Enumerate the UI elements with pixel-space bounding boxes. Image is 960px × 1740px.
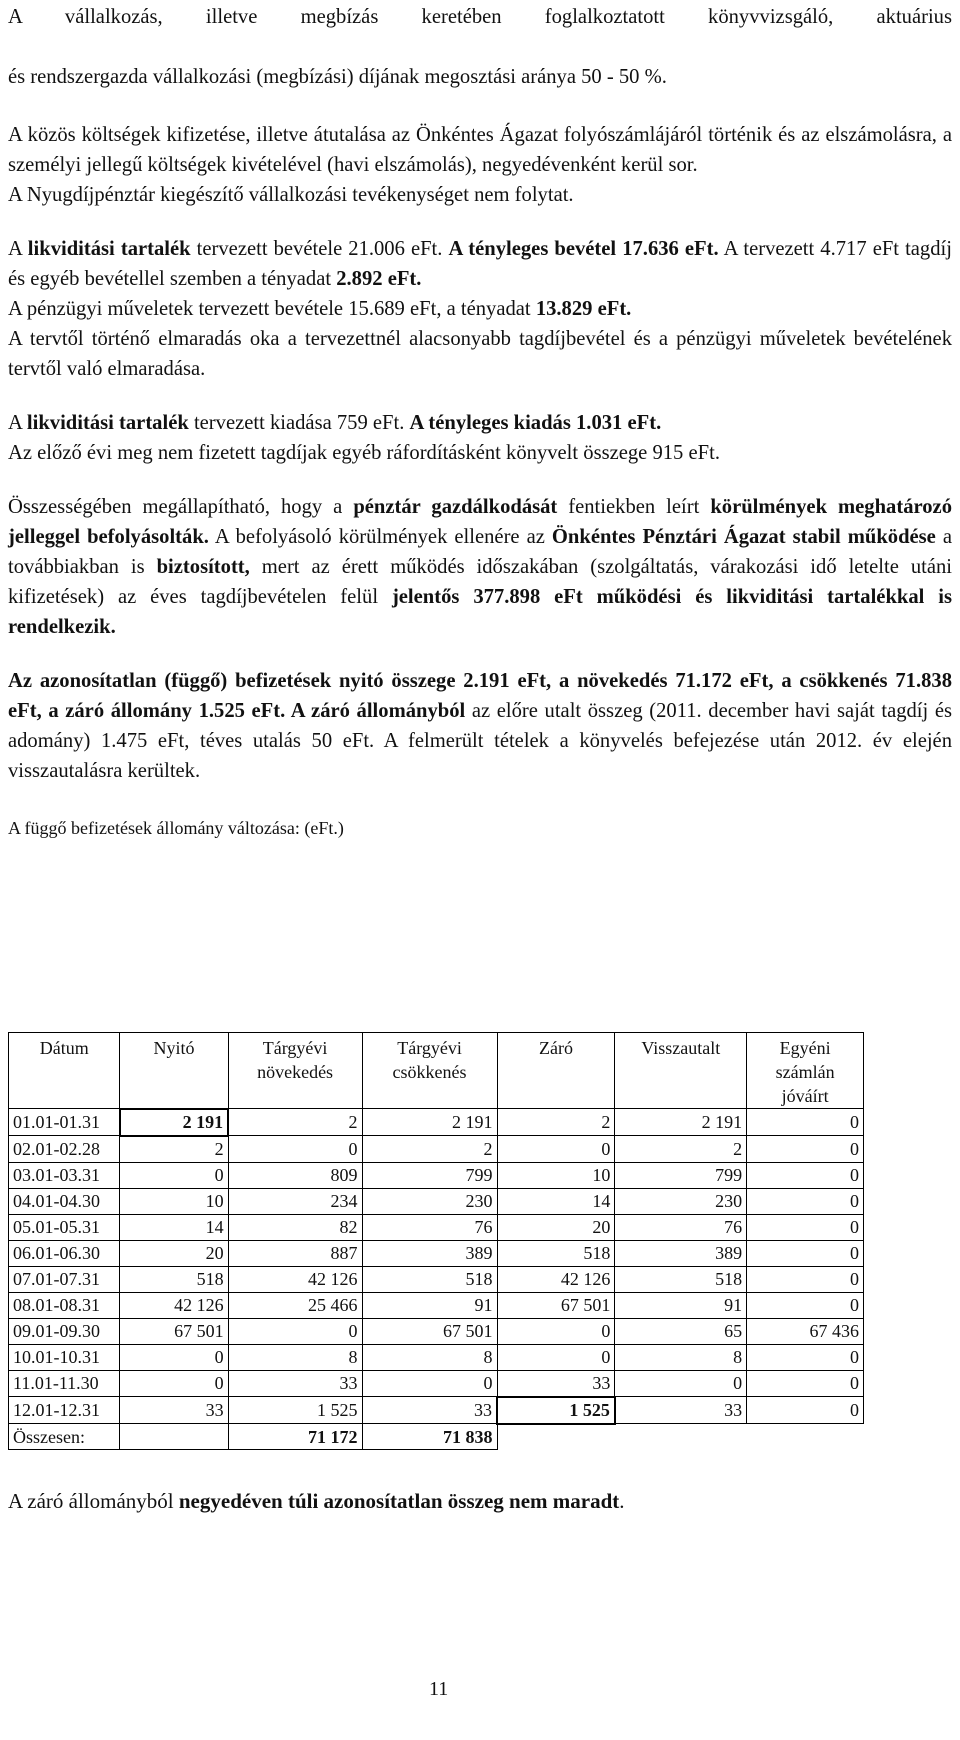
table-cell: 2 191 <box>120 1109 228 1136</box>
table-cell: 0 <box>747 1214 864 1240</box>
table-cell: 0 <box>747 1292 864 1318</box>
text-span: A befolyásoló körülmények ellenére az <box>208 526 552 548</box>
table-cell: 33 <box>120 1397 228 1424</box>
table-cell: 230 <box>615 1188 747 1214</box>
table-cell: 05.01-05.31 <box>9 1214 120 1240</box>
bold-span: . <box>416 268 422 290</box>
table-cell: 76 <box>615 1214 747 1240</box>
table-cell: 518 <box>120 1266 228 1292</box>
table-cell: 14 <box>120 1214 228 1240</box>
table-cell: 0 <box>497 1344 615 1370</box>
table-cell: 1 525 <box>228 1397 362 1424</box>
table-cell: 0 <box>747 1370 864 1397</box>
table-cell: 0 <box>747 1240 864 1266</box>
table-cell: 91 <box>615 1292 747 1318</box>
table-cell: 2 <box>362 1136 497 1163</box>
paragraph-liquidity-expense <box>8 408 952 468</box>
table-cell: 799 <box>362 1162 497 1188</box>
header-credited: Egyéni számlán jóváírt <box>747 1033 864 1109</box>
paragraph-liquidity-income <box>8 234 952 384</box>
table-cell: 2 191 <box>615 1109 747 1136</box>
table-cell: 389 <box>615 1240 747 1266</box>
table-cell: 8 <box>615 1344 747 1370</box>
table-total-cell: 71 172 <box>228 1424 362 1450</box>
header-returned: Visszautalt <box>615 1033 747 1109</box>
text-span: tervezett bevétele 21.006 eFt. <box>190 238 449 260</box>
table-cell: 0 <box>747 1266 864 1292</box>
table-total-cell <box>747 1424 864 1450</box>
table-cell: 67 501 <box>362 1318 497 1344</box>
table-row <box>9 1318 864 1344</box>
table-cell: 2 <box>497 1109 615 1136</box>
table-cell: 8 <box>228 1344 362 1370</box>
text-span: A pénzügyi műveletek tervezett bevétele 15.689 eFt, a tényadat <box>8 298 536 320</box>
document-page <box>8 0 953 1700</box>
table-cell: 0 <box>747 1162 864 1188</box>
table-cell: 0 <box>747 1109 864 1136</box>
table-cell: 08.01-08.31 <box>9 1292 120 1318</box>
table-cell: 12.01-12.31 <box>9 1397 120 1424</box>
table-row <box>9 1240 864 1266</box>
table-cell: 10.01-10.31 <box>9 1344 120 1370</box>
header-increase: Tárgyévi növekedés <box>228 1033 362 1109</box>
paragraph-unidentified-payments <box>8 666 952 786</box>
table-cell: 0 <box>228 1136 362 1163</box>
table-cell: 91 <box>362 1292 497 1318</box>
paragraph-summary <box>8 492 952 642</box>
table-cell: 20 <box>120 1240 228 1266</box>
table-row <box>9 1136 864 1163</box>
text-span: az előre utalt összeg (2011. december havi saját tagdíj és adomány) 1.475 eFt, téves utalás 50 eFt. A felmerült tételek a könyvelés befejezése után 2012. év elején visszautalásra kerültek. <box>8 700 953 782</box>
table-cell: 67 501 <box>120 1318 228 1344</box>
table-cell: 02.01-02.28 <box>9 1136 120 1163</box>
bold-span: Önkéntes Pénztári Ágazat stabil működése <box>551 526 936 548</box>
table-cell: 67 436 <box>747 1318 864 1344</box>
table-cell: 0 <box>497 1136 615 1163</box>
paragraph-no-business-activity: A Nyugdíjpénztár kiegészítő vállalkozási tevékenységet nem folytat. <box>8 184 574 206</box>
table-row <box>9 1162 864 1188</box>
bold-span: körülmények meghatározó jelleggel befolyásolták. <box>8 496 952 548</box>
table-row <box>9 1370 864 1397</box>
bold-span: 2.892 eFt <box>336 268 417 290</box>
table-cell: 1 525 <box>497 1397 615 1424</box>
table-cell: 0 <box>747 1136 864 1163</box>
table-row <box>9 1214 864 1240</box>
table-cell: 518 <box>615 1266 747 1292</box>
table-total-row <box>9 1424 864 1450</box>
table-cell: 518 <box>362 1266 497 1292</box>
table-cell: 389 <box>362 1240 497 1266</box>
table-cell: 07.01-07.31 <box>9 1266 120 1292</box>
table-cell: 33 <box>497 1370 615 1397</box>
text-span: A <box>8 238 28 260</box>
table-cell: 42 126 <box>120 1292 228 1318</box>
bold-span: negyedéven túli azonosítatlan összeg nem maradt <box>178 1489 620 1513</box>
table-cell: 2 191 <box>362 1109 497 1136</box>
text-span: Az előző évi meg nem fizetett tagdíjak egyéb ráfordításként könyvelt összege 915 eFt. <box>8 442 720 464</box>
bold-span: A tényleges kiadás 1.031 eFt. <box>409 412 662 434</box>
table-cell: 234 <box>228 1188 362 1214</box>
paragraph-common-costs <box>8 120 952 210</box>
bold-span: jelentős 377.898 eFt működési és likviditási tartalékkal is rendelkezik. <box>8 586 952 638</box>
table-cell: 65 <box>615 1318 747 1344</box>
text-span: Összességében megállapítható, hogy a <box>8 496 354 518</box>
table-cell: 2 <box>120 1136 228 1163</box>
table-cell: 09.01-09.30 <box>9 1318 120 1344</box>
table-cell: 82 <box>228 1214 362 1240</box>
table-row <box>9 1344 864 1370</box>
table-cell: 0 <box>747 1397 864 1424</box>
table-row <box>9 1292 864 1318</box>
table-cell: 0 <box>120 1162 228 1188</box>
bold-span: likviditási tartalék <box>27 238 191 260</box>
table-total-cell <box>120 1424 228 1450</box>
header-date: Dátum <box>9 1033 120 1109</box>
text-span: A tervtől történő elmaradás oka a tervezettnél alacsonyabb tagdíjbevétel és a pénzügyi műveletek bevételének tervtől való elmaradása. <box>8 328 952 380</box>
table-cell: 06.01-06.30 <box>9 1240 120 1266</box>
table-cell: 33 <box>228 1370 362 1397</box>
text-span: A <box>8 412 27 434</box>
table-cell: 67 501 <box>497 1292 615 1318</box>
table-cell: 0 <box>497 1318 615 1344</box>
text-span: A tervezett 4.717 eFt tagdíj és egyéb bevétellel szemben a tényadat <box>8 238 952 290</box>
table-cell: 33 <box>615 1397 747 1424</box>
table-row <box>9 1109 864 1136</box>
table-caption: A függő befizetések állomány változása: (eFt.) <box>8 818 344 838</box>
table-header-row <box>9 1033 864 1109</box>
bold-span: Az azonosítatlan (függő) befizetések nyitó összege 2.191 eFt, a növekedés 71.172 eFt, a csökkenés 71.838 eFt, a záró állomány 1.525 eFt. A záró állományból <box>8 670 952 722</box>
table-cell: 0 <box>228 1318 362 1344</box>
paragraph-fees-line1: A vállalkozás, illetve megbízás keretében foglalkoztatott könyvvizsgáló, aktuárius <box>8 6 952 28</box>
bold-span: pénztár gazdálkodását <box>353 496 558 518</box>
page-number: 11 <box>429 1678 449 1700</box>
header-opening: Nyitó <box>120 1033 228 1109</box>
table-cell: 887 <box>228 1240 362 1266</box>
paragraph-fees <box>8 2 952 92</box>
table-cell: 799 <box>615 1162 747 1188</box>
table-cell: 03.01-03.31 <box>9 1162 120 1188</box>
text-span: mert az érett működés időszakában (szolgáltatás, várakozási idő letelte utáni kifizetések) az éves tagdíjbevételen felül <box>8 556 953 608</box>
table-cell: 2 <box>228 1109 362 1136</box>
header-decrease: Tárgyévi csökkenés <box>362 1033 497 1109</box>
table-cell: 0 <box>120 1344 228 1370</box>
table-cell: 04.01-04.30 <box>9 1188 120 1214</box>
paragraph-fees-line2: és rendszergazda vállalkozási (megbízási) díjának megosztási aránya 50 - 50 %. <box>8 66 667 88</box>
table-cell: 11.01-11.30 <box>9 1370 120 1397</box>
table-row <box>9 1397 864 1424</box>
table-cell: 0 <box>747 1188 864 1214</box>
table-cell: 33 <box>362 1397 497 1424</box>
table-total-cell: 71 838 <box>362 1424 497 1450</box>
text-span: A záró állományból <box>8 1489 179 1513</box>
text-span: tervezett kiadása 759 eFt. <box>188 412 410 434</box>
table-cell: 76 <box>362 1214 497 1240</box>
table-cell: 14 <box>497 1188 615 1214</box>
table-cell: 2 <box>615 1136 747 1163</box>
table-cell: 0 <box>120 1370 228 1397</box>
table-cell: 809 <box>228 1162 362 1188</box>
closing-statement <box>8 1486 625 1516</box>
table-cell: 0 <box>747 1344 864 1370</box>
header-closing: Záró <box>497 1033 615 1109</box>
table-cell: 01.01-01.31 <box>9 1109 120 1136</box>
bold-span: biztosított, <box>156 556 250 578</box>
bold-span: A tényleges bevétel 17.636 eFt. <box>448 238 719 260</box>
table-cell: 25 466 <box>228 1292 362 1318</box>
pending-payments-table <box>8 1032 864 1450</box>
table-total-cell <box>497 1424 615 1450</box>
table-cell: 10 <box>497 1162 615 1188</box>
bold-span: likviditási tartalék <box>26 412 189 434</box>
bold-span: 13.829 eFt. <box>535 298 632 320</box>
table-cell: 0 <box>615 1370 747 1397</box>
table-total-cell: Összesen: <box>9 1424 120 1450</box>
table-cell: 42 126 <box>228 1266 362 1292</box>
table-cell: 230 <box>362 1188 497 1214</box>
table-cell: 42 126 <box>497 1266 615 1292</box>
text-span: . <box>619 1489 625 1513</box>
table-row <box>9 1266 864 1292</box>
table-cell: 10 <box>120 1188 228 1214</box>
table-cell: 8 <box>362 1344 497 1370</box>
table-total-cell <box>615 1424 747 1450</box>
table-cell: 20 <box>497 1214 615 1240</box>
text-span: fentiekben leírt <box>557 496 711 518</box>
table-cell: 0 <box>362 1370 497 1397</box>
table-row <box>9 1188 864 1214</box>
text-span: a továbbiakban is <box>8 526 952 578</box>
paragraph-common-costs-text: A közös költségek kifizetése, illetve átutalása az Önkéntes Ágazat folyószámlájáról történik és az elszámolásra, a személyi jellegű költségek kivételével (havi elszámolás), negyedévenként kerül sor. <box>8 124 952 176</box>
table-cell: 518 <box>497 1240 615 1266</box>
